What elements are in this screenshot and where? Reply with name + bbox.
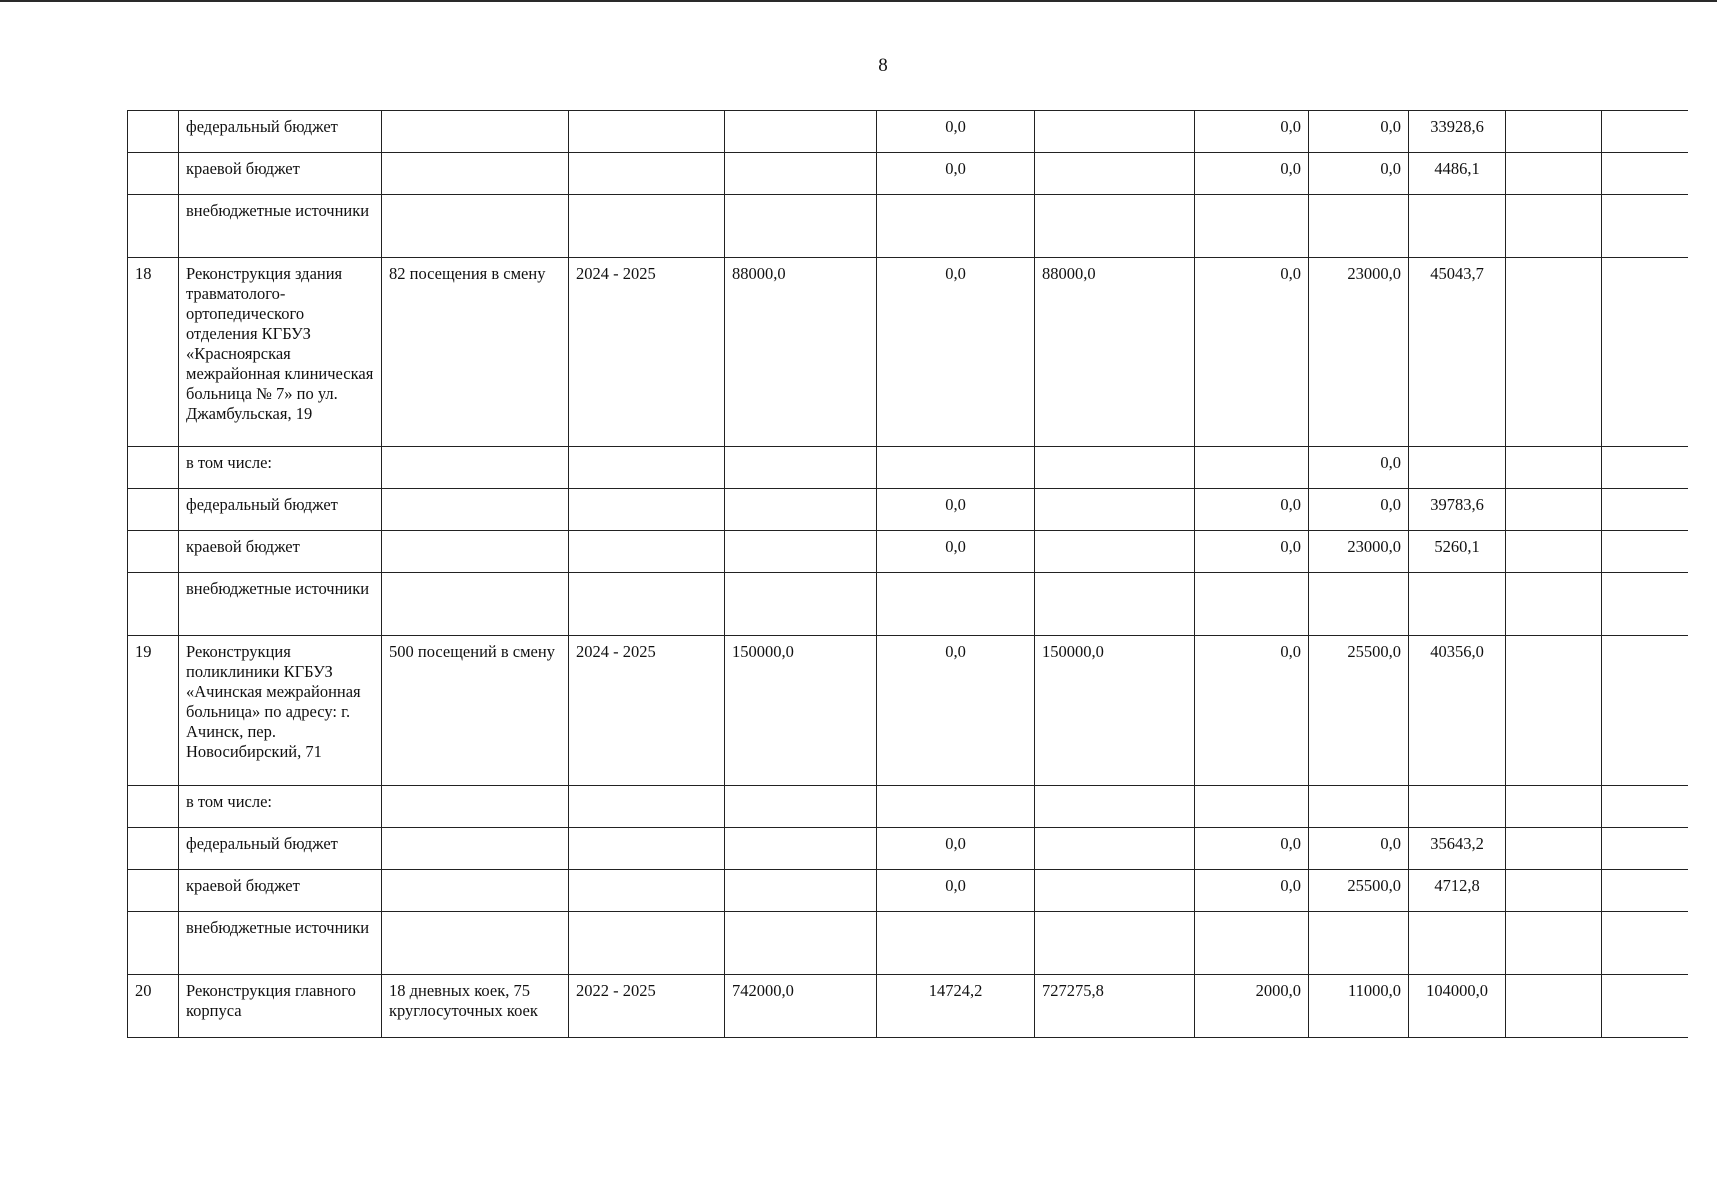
object-name-cell: федеральный бюджет: [179, 111, 382, 153]
year-2022-cell: 0,0: [1195, 531, 1309, 573]
years-cell: 2024 - 2025: [569, 258, 725, 447]
year-2023-cell: 0,0: [1309, 489, 1409, 531]
year-2023-cell: 0,0: [1309, 828, 1409, 870]
estimated-cost-cell: [725, 447, 877, 489]
years-cell: 2024 - 2025: [569, 636, 725, 786]
funded-before-cell: 0,0: [877, 489, 1035, 531]
capacity-cell: [382, 489, 569, 531]
row-number-cell: [128, 573, 179, 636]
estimated-cost-cell: [725, 195, 877, 258]
remaining-cost-cell: [1035, 489, 1195, 531]
years-cell: [569, 195, 725, 258]
remaining-cost-cell: [1035, 912, 1195, 975]
funded-before-cell: 0,0: [877, 153, 1035, 195]
year-2024-cell: 33928,6: [1409, 111, 1506, 153]
object-name-cell: Реконструкция поликлиники КГБУЗ «Ачинская межрайонная больница» по адресу: г. Ачинск, пер. Новосибирский, 71: [179, 636, 382, 786]
year-2025-cell: [1506, 573, 1602, 636]
capacity-cell: [382, 153, 569, 195]
year-2025-cell: [1506, 447, 1602, 489]
object-name-cell: краевой бюджет: [179, 531, 382, 573]
year-2023-cell: [1309, 912, 1409, 975]
remaining-cost-cell: [1035, 573, 1195, 636]
object-name-cell: краевой бюджет: [179, 153, 382, 195]
funded-before-cell: 0,0: [877, 870, 1035, 912]
note-cell: [1602, 912, 1688, 975]
years-cell: [569, 912, 725, 975]
funded-before-cell: [877, 195, 1035, 258]
years-cell: [569, 153, 725, 195]
capacity-cell: [382, 111, 569, 153]
table-row: [128, 870, 1688, 912]
note-cell: [1602, 531, 1688, 573]
table-row: [128, 786, 1688, 828]
remaining-cost-cell: [1035, 828, 1195, 870]
year-2022-cell: 0,0: [1195, 153, 1309, 195]
object-name-cell: краевой бюджет: [179, 870, 382, 912]
years-cell: [569, 870, 725, 912]
year-2022-cell: [1195, 195, 1309, 258]
capacity-cell: [382, 828, 569, 870]
remaining-cost-cell: [1035, 786, 1195, 828]
year-2025-cell: [1506, 111, 1602, 153]
year-2022-cell: [1195, 573, 1309, 636]
year-2024-cell: 39783,6: [1409, 489, 1506, 531]
note-cell: [1602, 153, 1688, 195]
estimated-cost-cell: [725, 828, 877, 870]
year-2025-cell: [1506, 195, 1602, 258]
note-cell: [1602, 636, 1688, 786]
years-cell: [569, 828, 725, 870]
table-row: [128, 828, 1688, 870]
funded-before-cell: [877, 447, 1035, 489]
row-number-cell: 18: [128, 258, 179, 447]
funded-before-cell: 0,0: [877, 828, 1035, 870]
years-cell: [569, 489, 725, 531]
year-2023-cell: 25500,0: [1309, 870, 1409, 912]
row-number-cell: [128, 111, 179, 153]
funded-before-cell: 0,0: [877, 531, 1035, 573]
year-2024-cell: [1409, 195, 1506, 258]
scan-edge: [0, 0, 1717, 2]
year-2024-cell: [1409, 912, 1506, 975]
estimated-cost-cell: 88000,0: [725, 258, 877, 447]
note-cell: [1602, 195, 1688, 258]
table-row: [128, 447, 1688, 489]
row-number-cell: 20: [128, 975, 179, 1038]
year-2022-cell: [1195, 786, 1309, 828]
year-2024-cell: 4712,8: [1409, 870, 1506, 912]
row-number-cell: [128, 912, 179, 975]
note-cell: [1602, 258, 1688, 447]
year-2022-cell: 0,0: [1195, 636, 1309, 786]
years-cell: [569, 111, 725, 153]
capacity-cell: 18 дневных коек, 75 круглосуточных коек: [382, 975, 569, 1038]
estimated-cost-cell: [725, 573, 877, 636]
row-number-cell: [128, 786, 179, 828]
year-2022-cell: 2000,0: [1195, 975, 1309, 1038]
estimated-cost-cell: [725, 786, 877, 828]
budget-table: [127, 110, 1688, 1038]
year-2025-cell: [1506, 531, 1602, 573]
estimated-cost-cell: [725, 153, 877, 195]
estimated-cost-cell: [725, 489, 877, 531]
table-row: [128, 489, 1688, 531]
years-cell: [569, 786, 725, 828]
page-number: 8: [878, 55, 888, 76]
note-cell: [1602, 786, 1688, 828]
year-2024-cell: 5260,1: [1409, 531, 1506, 573]
object-name-cell: внебюджетные источники: [179, 573, 382, 636]
year-2025-cell: [1506, 636, 1602, 786]
table-row: [128, 636, 1688, 786]
remaining-cost-cell: 150000,0: [1035, 636, 1195, 786]
object-name-cell: Реконструкция главного корпуса: [179, 975, 382, 1038]
year-2024-cell: 45043,7: [1409, 258, 1506, 447]
years-cell: [569, 447, 725, 489]
table-row: [128, 258, 1688, 447]
year-2023-cell: 0,0: [1309, 153, 1409, 195]
capacity-cell: [382, 447, 569, 489]
capacity-cell: [382, 870, 569, 912]
row-number-cell: [128, 531, 179, 573]
year-2023-cell: 0,0: [1309, 111, 1409, 153]
table-row: [128, 153, 1688, 195]
funded-before-cell: [877, 786, 1035, 828]
estimated-cost-cell: [725, 531, 877, 573]
object-name-cell: федеральный бюджет: [179, 828, 382, 870]
row-number-cell: [128, 489, 179, 531]
capacity-cell: 82 посещения в смену: [382, 258, 569, 447]
year-2023-cell: [1309, 786, 1409, 828]
object-name-cell: внебюджетные источники: [179, 912, 382, 975]
note-cell: [1602, 489, 1688, 531]
estimated-cost-cell: 150000,0: [725, 636, 877, 786]
year-2023-cell: 0,0: [1309, 447, 1409, 489]
year-2024-cell: [1409, 786, 1506, 828]
funded-before-cell: 0,0: [877, 258, 1035, 447]
year-2024-cell: [1409, 573, 1506, 636]
funded-before-cell: [877, 573, 1035, 636]
year-2023-cell: 23000,0: [1309, 531, 1409, 573]
capacity-cell: [382, 912, 569, 975]
year-2022-cell: 0,0: [1195, 828, 1309, 870]
table-row: [128, 975, 1688, 1038]
capacity-cell: [382, 786, 569, 828]
year-2022-cell: [1195, 447, 1309, 489]
year-2023-cell: 23000,0: [1309, 258, 1409, 447]
year-2022-cell: [1195, 912, 1309, 975]
capacity-cell: [382, 531, 569, 573]
note-cell: [1602, 573, 1688, 636]
year-2024-cell: 4486,1: [1409, 153, 1506, 195]
remaining-cost-cell: [1035, 447, 1195, 489]
year-2025-cell: [1506, 912, 1602, 975]
year-2025-cell: [1506, 828, 1602, 870]
remaining-cost-cell: 88000,0: [1035, 258, 1195, 447]
capacity-cell: [382, 573, 569, 636]
table-row: [128, 531, 1688, 573]
year-2025-cell: [1506, 258, 1602, 447]
remaining-cost-cell: [1035, 195, 1195, 258]
funded-before-cell: 0,0: [877, 636, 1035, 786]
year-2025-cell: [1506, 786, 1602, 828]
year-2022-cell: 0,0: [1195, 489, 1309, 531]
year-2022-cell: 0,0: [1195, 111, 1309, 153]
remaining-cost-cell: [1035, 870, 1195, 912]
estimated-cost-cell: 742000,0: [725, 975, 877, 1038]
year-2025-cell: [1506, 489, 1602, 531]
year-2025-cell: [1506, 870, 1602, 912]
funded-before-cell: [877, 912, 1035, 975]
table-row: [128, 573, 1688, 636]
object-name-cell: Реконструкция здания травматолого-ортопедического отделения КГБУЗ «Красноярская межрайонная клиническая больница № 7» по ул. Джамбульская, 19: [179, 258, 382, 447]
year-2023-cell: 11000,0: [1309, 975, 1409, 1038]
year-2024-cell: 35643,2: [1409, 828, 1506, 870]
year-2022-cell: 0,0: [1195, 258, 1309, 447]
years-cell: 2022 - 2025: [569, 975, 725, 1038]
year-2024-cell: [1409, 447, 1506, 489]
object-name-cell: в том числе:: [179, 786, 382, 828]
note-cell: [1602, 447, 1688, 489]
row-number-cell: 19: [128, 636, 179, 786]
object-name-cell: в том числе:: [179, 447, 382, 489]
note-cell: [1602, 975, 1688, 1038]
note-cell: [1602, 111, 1688, 153]
capacity-cell: 500 посещений в смену: [382, 636, 569, 786]
years-cell: [569, 531, 725, 573]
funded-before-cell: 14724,2: [877, 975, 1035, 1038]
table-row: [128, 912, 1688, 975]
year-2025-cell: [1506, 975, 1602, 1038]
remaining-cost-cell: [1035, 153, 1195, 195]
year-2023-cell: [1309, 573, 1409, 636]
year-2023-cell: [1309, 195, 1409, 258]
table-row: [128, 195, 1688, 258]
object-name-cell: внебюджетные источники: [179, 195, 382, 258]
funded-before-cell: 0,0: [877, 111, 1035, 153]
row-number-cell: [128, 828, 179, 870]
estimated-cost-cell: [725, 870, 877, 912]
remaining-cost-cell: 727275,8: [1035, 975, 1195, 1038]
estimated-cost-cell: [725, 912, 877, 975]
year-2025-cell: [1506, 153, 1602, 195]
remaining-cost-cell: [1035, 111, 1195, 153]
row-number-cell: [128, 195, 179, 258]
row-number-cell: [128, 153, 179, 195]
capacity-cell: [382, 195, 569, 258]
years-cell: [569, 573, 725, 636]
row-number-cell: [128, 447, 179, 489]
note-cell: [1602, 870, 1688, 912]
year-2024-cell: 104000,0: [1409, 975, 1506, 1038]
remaining-cost-cell: [1035, 531, 1195, 573]
table-row: [128, 111, 1688, 153]
estimated-cost-cell: [725, 111, 877, 153]
year-2023-cell: 25500,0: [1309, 636, 1409, 786]
row-number-cell: [128, 870, 179, 912]
year-2022-cell: 0,0: [1195, 870, 1309, 912]
object-name-cell: федеральный бюджет: [179, 489, 382, 531]
year-2024-cell: 40356,0: [1409, 636, 1506, 786]
note-cell: [1602, 828, 1688, 870]
